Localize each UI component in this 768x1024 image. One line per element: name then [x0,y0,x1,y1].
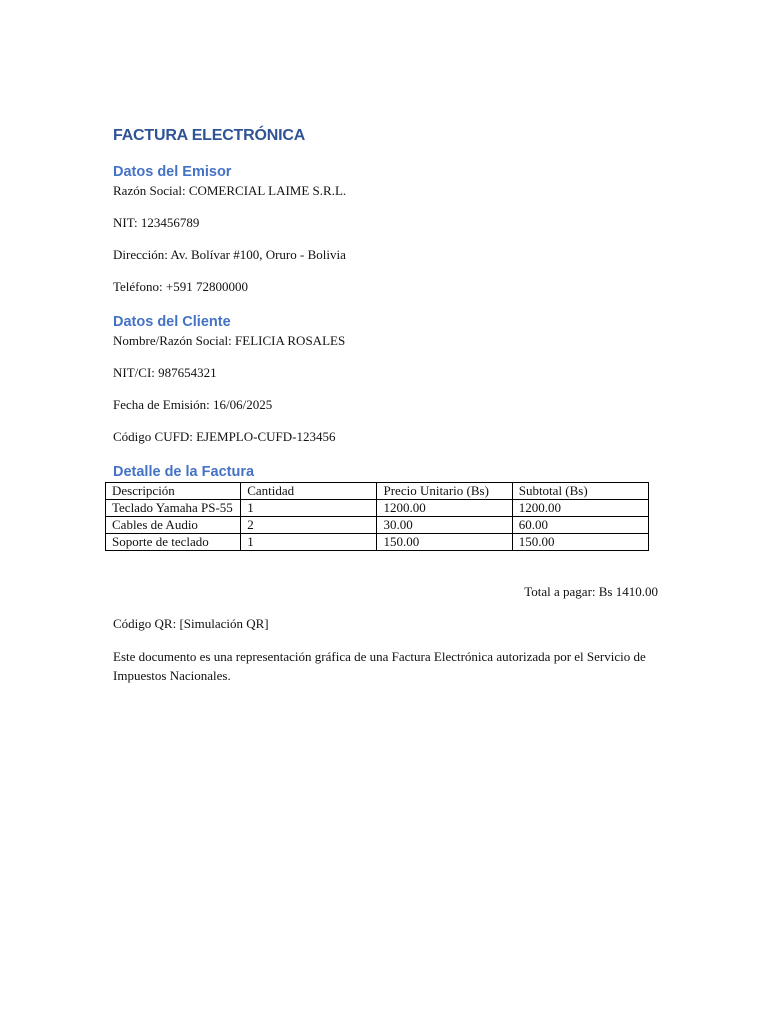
item-subtotal: 150.00 [512,534,648,551]
item-unit-price: 30.00 [377,517,512,534]
cliente-nit-ci: NIT/CI: 987654321 [113,365,217,380]
column-header: Precio Unitario (Bs) [377,483,512,500]
emisor-telefono: Teléfono: +591 72800000 [113,279,248,294]
emisor-razon-social: Razón Social: COMERCIAL LAIME S.R.L. [113,183,347,198]
cliente-nombre: Nombre/Razón Social: FELICIA ROSALES [113,333,346,348]
table-row [106,500,649,517]
column-header: Descripción [106,483,241,500]
item-quantity: 1 [241,500,377,517]
item-subtotal: 1200.00 [512,500,648,517]
cliente-heading: Datos del Cliente [113,314,231,330]
table-header-row [106,483,649,500]
invoice-document [113,125,658,685]
table-row [106,517,649,534]
column-header: Cantidad [241,483,377,500]
item-description: Teclado Yamaha PS-55 [106,500,241,517]
emisor-nit: NIT: 123456789 [113,215,200,230]
legal-footer-note: Este documento es una representación gráfica de una Factura Electrónica autorizada por el Servicio de Impuestos Nacionales. [113,649,646,683]
invoice-items-table [105,482,649,551]
qr-code-placeholder: Código QR: [Simulación QR] [113,616,269,631]
detalle-heading: Detalle de la Factura [113,464,255,480]
table-row [106,534,649,551]
item-description: Cables de Audio [106,517,241,534]
emisor-direccion: Dirección: Av. Bolívar #100, Oruro - Bolivia [113,247,346,262]
cliente-fecha: Fecha de Emisión: 16/06/2025 [113,397,273,412]
item-description: Soporte de teclado [106,534,241,551]
document-title: FACTURA ELECTRÓNICA [113,127,306,144]
item-quantity: 1 [241,534,377,551]
total-amount: Total a pagar: Bs 1410.00 [524,584,658,599]
cliente-cufd: Código CUFD: EJEMPLO-CUFD-123456 [113,429,336,444]
emisor-heading: Datos del Emisor [113,164,232,180]
item-subtotal: 60.00 [512,517,648,534]
item-unit-price: 150.00 [377,534,512,551]
column-header: Subtotal (Bs) [512,483,648,500]
item-unit-price: 1200.00 [377,500,512,517]
item-quantity: 2 [241,517,377,534]
